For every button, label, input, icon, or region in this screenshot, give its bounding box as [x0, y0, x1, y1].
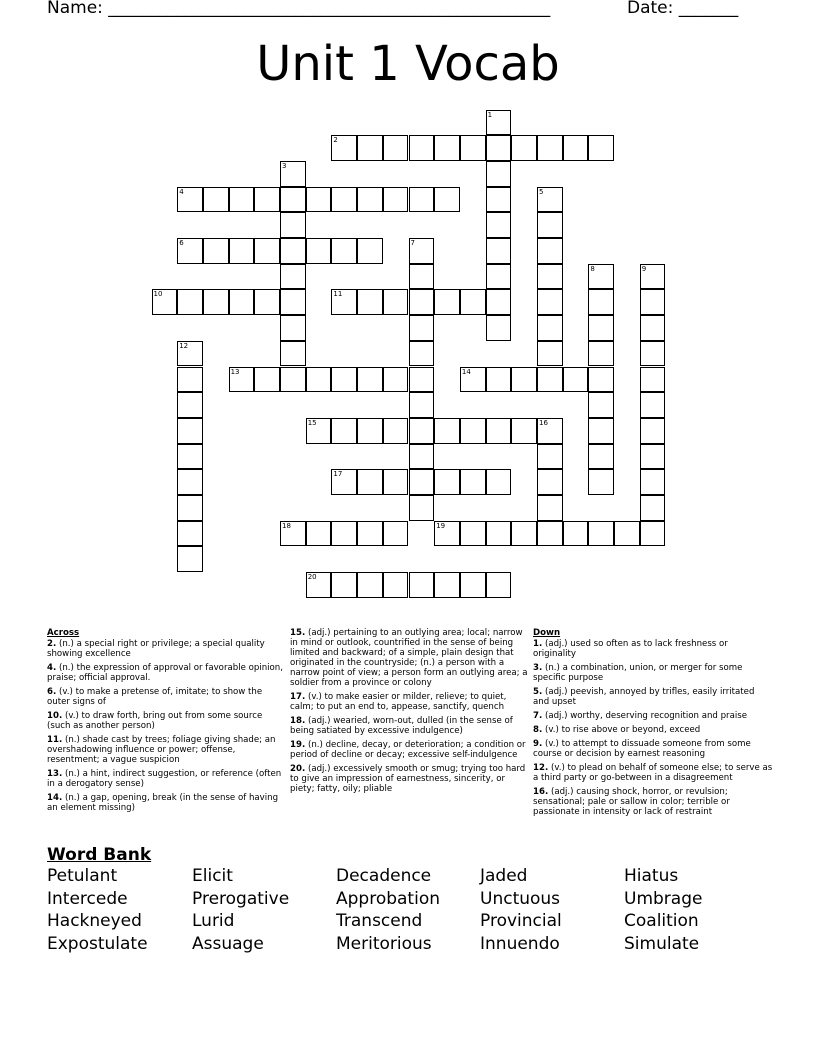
grid-cell[interactable] [434, 418, 460, 444]
grid-cell[interactable] [640, 367, 666, 393]
grid-cell[interactable] [383, 367, 409, 393]
across-clue [47, 769, 287, 789]
across-clue [47, 663, 287, 683]
grid-cell[interactable] [357, 521, 383, 547]
grid-cell[interactable] [588, 367, 614, 393]
clue-text: (n.) a gap, opening, break (in the sense of having an element missing) [47, 793, 279, 813]
clue-number: 13 [230, 367, 240, 376]
word-bank-item: Innuendo [480, 934, 560, 955]
grid-cell[interactable] [486, 521, 512, 547]
grid-cell[interactable] [152, 289, 178, 315]
clue-number: 1. [533, 639, 543, 649]
grid-cell[interactable] [460, 572, 486, 598]
grid-cell[interactable] [537, 469, 563, 495]
grid-cell[interactable] [640, 521, 666, 547]
clue-number: 5. [533, 687, 543, 697]
down-clues [533, 628, 773, 821]
grid-cell[interactable] [357, 238, 383, 264]
grid-cell[interactable] [640, 418, 666, 444]
grid-cell[interactable] [280, 367, 306, 393]
grid-cell[interactable] [331, 418, 357, 444]
grid-cell[interactable] [254, 289, 280, 315]
clue-number: 7 [410, 239, 415, 247]
grid-cell[interactable] [588, 521, 614, 547]
grid-cell[interactable] [229, 238, 255, 264]
grid-cell[interactable] [280, 264, 306, 290]
grid-cell[interactable] [177, 392, 203, 418]
grid-cell[interactable] [254, 367, 280, 393]
grid-cell[interactable] [280, 341, 306, 367]
grid-cell[interactable] [409, 572, 435, 598]
grid-cell[interactable] [280, 161, 306, 187]
grid-cell[interactable] [177, 238, 203, 264]
clue-number: 5 [539, 187, 544, 196]
grid-cell[interactable] [409, 469, 435, 495]
grid-cell[interactable] [486, 238, 512, 264]
grid-cell[interactable] [486, 572, 512, 598]
clue-number: 2. [47, 639, 57, 649]
grid-cell[interactable] [306, 187, 332, 213]
down-clue [533, 639, 773, 659]
grid-cell[interactable] [640, 444, 666, 470]
grid-cell[interactable] [280, 315, 306, 341]
grid-cell[interactable] [383, 289, 409, 315]
grid-cell[interactable] [306, 572, 332, 598]
clue-number: 8. [533, 725, 543, 735]
grid-cell[interactable] [229, 289, 255, 315]
clue-number: 2 [333, 136, 338, 145]
clue-number: 14 [461, 367, 471, 376]
grid-cell[interactable] [563, 521, 589, 547]
grid-cell[interactable] [280, 238, 306, 264]
across-clue [47, 687, 287, 707]
clue-number: 7. [533, 711, 543, 721]
down-clue [533, 687, 773, 707]
clue-number: 12. [533, 763, 549, 773]
clue-text: (n.) the expression of approval or favorable opinion, praise; official approval. [47, 663, 283, 683]
grid-cell[interactable] [537, 495, 563, 521]
grid-cell[interactable] [460, 521, 486, 547]
grid-cell[interactable] [203, 289, 229, 315]
page-title: Unit 1 Vocab [256, 36, 560, 92]
grid-cell[interactable] [177, 418, 203, 444]
grid-cell[interactable] [177, 187, 203, 213]
clue-number: 20. [290, 764, 306, 774]
clue-text: (adj.) wearied, worn-out, dulled (in the sense of being satiated by excessive indulgence) [290, 716, 513, 736]
grid-cell[interactable] [537, 315, 563, 341]
clue-number: 9 [641, 264, 647, 273]
clue-number: 20 [307, 573, 317, 582]
grid-cell[interactable] [486, 418, 512, 444]
grid-cell[interactable] [486, 212, 512, 238]
clue-number: 10. [47, 711, 63, 721]
grid-cell[interactable] [563, 135, 589, 161]
grid-cell[interactable] [203, 238, 229, 264]
clue-text: (v.) to attempt to dissuade someone from some course or decision by earnest reasoning [533, 739, 751, 759]
grid-cell[interactable] [537, 187, 563, 213]
clue-text: (adj.) used so often as to lack freshness or originality [533, 639, 728, 659]
grid-cell[interactable] [306, 418, 332, 444]
grid-cell[interactable] [486, 315, 512, 341]
clue-number: 6. [47, 687, 57, 697]
grid-cell[interactable] [383, 187, 409, 213]
grid-cell[interactable] [640, 469, 666, 495]
clue-text: (n.) shade cast by trees; foliage giving shade; an overshadowing influence or power; offense, resentment; a vague suspicion [47, 735, 276, 765]
word-bank-item: Jaded [480, 866, 528, 886]
word-bank-item: Elicit [192, 866, 233, 886]
grid-cell[interactable] [588, 135, 614, 161]
word-bank-item: Lurid [192, 911, 235, 932]
grid-cell[interactable] [331, 238, 357, 264]
down-clue [533, 725, 773, 735]
clue-number: 13. [47, 769, 63, 779]
grid-cell[interactable] [434, 289, 460, 315]
grid-cell[interactable] [409, 418, 435, 444]
grid-cell[interactable] [434, 521, 460, 547]
grid-cell[interactable] [357, 367, 383, 393]
grid-cell[interactable] [177, 469, 203, 495]
down-clue [533, 663, 773, 683]
grid-cell[interactable] [280, 212, 306, 238]
across-clues [47, 628, 287, 817]
grid-cell[interactable] [357, 187, 383, 213]
grid-cell[interactable] [511, 135, 537, 161]
clue-number: 3 [282, 161, 287, 170]
word-bank-item: Assuage [192, 934, 264, 955]
grid-cell[interactable] [229, 187, 255, 213]
grid-cell[interactable] [409, 315, 435, 341]
across-clue [290, 764, 530, 794]
clue-text: (n.) a combination, union, or merger for some specific purpose [533, 663, 743, 683]
clue-number: 18 [282, 521, 291, 530]
grid-cell[interactable] [409, 187, 435, 213]
word-bank-item: Unctuous [480, 888, 561, 909]
grid-cell[interactable] [537, 264, 563, 290]
grid-cell[interactable] [640, 341, 666, 367]
grid-cell[interactable] [434, 469, 460, 495]
grid-cell[interactable] [280, 289, 306, 315]
grid-cell[interactable] [537, 135, 563, 161]
grid-cell[interactable] [434, 187, 460, 213]
grid-cell[interactable] [331, 367, 357, 393]
grid-cell[interactable] [177, 521, 203, 547]
grid-cell[interactable] [383, 135, 409, 161]
clue-number: 15. [290, 628, 306, 638]
grid-cell[interactable] [640, 264, 666, 290]
clue-number: 4. [47, 663, 57, 673]
grid-cell[interactable] [460, 135, 486, 161]
across-clue [290, 628, 530, 688]
across-clue [290, 740, 530, 760]
grid-cell[interactable] [306, 238, 332, 264]
grid-cell[interactable] [486, 110, 512, 136]
clue-number: 15 [307, 418, 317, 427]
grid-cell[interactable] [434, 135, 460, 161]
word-bank-item: Hiatus [624, 866, 679, 886]
grid-cell[interactable] [409, 238, 435, 264]
word-bank-item: Simulate [624, 934, 700, 955]
grid-cell[interactable] [357, 469, 383, 495]
clue-number: 16. [533, 787, 549, 797]
word-bank-item: Petulant [47, 866, 118, 886]
clue-text: (v.) to plead on behalf of someone else; to serve as a third party or go-between in a disagreement [533, 763, 773, 783]
grid-cell[interactable] [486, 289, 512, 315]
grid-cell[interactable] [640, 289, 666, 315]
clue-number: 14. [47, 793, 63, 803]
word-bank-item: Prerogative [192, 888, 290, 909]
grid-cell[interactable] [306, 367, 332, 393]
across-clue [47, 735, 287, 765]
clue-text: (v.) to rise above or beyond, exceed [544, 725, 701, 735]
clue-number: 17 [333, 470, 343, 479]
down-heading: Down [533, 628, 561, 638]
grid-cell[interactable] [254, 187, 280, 213]
across-clue [47, 711, 287, 731]
grid-cell[interactable] [486, 135, 512, 161]
grid-cell[interactable] [383, 418, 409, 444]
clue-number: 19. [290, 740, 306, 750]
grid-cell[interactable] [588, 264, 614, 290]
grid-cell[interactable] [588, 392, 614, 418]
clue-number: 18. [290, 716, 306, 726]
clue-number: 1 [487, 110, 493, 119]
grid-cell[interactable] [614, 521, 640, 547]
grid-cell[interactable] [409, 264, 435, 290]
grid-cell[interactable] [486, 187, 512, 213]
grid-cell[interactable] [537, 289, 563, 315]
word-bank-item: Decadence [336, 866, 432, 886]
down-clue [533, 739, 773, 759]
clue-number: 4 [179, 187, 184, 196]
word-bank-item: Intercede [47, 888, 128, 909]
grid-cell[interactable] [511, 418, 537, 444]
across-heading: Across [47, 628, 80, 638]
word-bank-item: Umbrage [624, 888, 703, 909]
word-bank-item: Coalition [624, 911, 699, 932]
grid-cell[interactable] [486, 161, 512, 187]
grid-cell[interactable] [177, 367, 203, 393]
grid-cell[interactable] [280, 187, 306, 213]
clue-text: (adj.) pertaining to an outlying area; local; narrow in mind or outlook, countrified in the sense of being limited and backward; of a simple, plain design that originated in the countryside; (n.) a person with a narrow point of view; a person form an outlying area; a soldier from a province or colony [290, 628, 528, 688]
grid-cell[interactable] [331, 135, 357, 161]
grid-cell[interactable] [229, 367, 255, 393]
grid-cell[interactable] [203, 187, 229, 213]
grid-cell[interactable] [486, 367, 512, 393]
grid-cell[interactable] [177, 495, 203, 521]
down-clue [533, 763, 773, 783]
clue-text: (adj.) peevish, annoyed by trifles, easily irritated and upset [533, 687, 755, 707]
clue-number: 3. [533, 663, 543, 673]
grid-cell[interactable] [588, 341, 614, 367]
grid-cell[interactable] [563, 367, 589, 393]
grid-cell[interactable] [409, 392, 435, 418]
across-clues-continued [290, 628, 530, 798]
clue-number: 6 [179, 239, 184, 247]
grid-cell[interactable] [409, 289, 435, 315]
clue-number: 9. [533, 739, 543, 749]
word-bank-item: Hackneyed [47, 911, 142, 932]
grid-cell[interactable] [537, 238, 563, 264]
grid-cell[interactable] [588, 315, 614, 341]
grid-cell[interactable] [357, 289, 383, 315]
clue-number: 12 [179, 341, 189, 350]
grid-cell[interactable] [640, 495, 666, 521]
grid-cell[interactable] [640, 315, 666, 341]
grid-cell[interactable] [383, 572, 409, 598]
grid-cell[interactable] [434, 572, 460, 598]
grid-cell[interactable] [460, 367, 486, 393]
grid-cell[interactable] [588, 469, 614, 495]
grid-cell[interactable] [177, 341, 203, 367]
grid-cell[interactable] [588, 444, 614, 470]
grid-cell[interactable] [331, 187, 357, 213]
grid-cell[interactable] [357, 418, 383, 444]
grid-cell[interactable] [177, 289, 203, 315]
grid-cell[interactable] [331, 289, 357, 315]
grid-cell[interactable] [460, 289, 486, 315]
clue-text: (v.) to make easier or milder, relieve; to quiet, calm; to put an end to, appease, sanctify, quench [290, 692, 507, 712]
grid-cell[interactable] [640, 392, 666, 418]
grid-cell[interactable] [331, 572, 357, 598]
grid-cell[interactable] [511, 367, 537, 393]
across-clue [47, 793, 287, 813]
grid-cell[interactable] [357, 135, 383, 161]
clue-text: (adj.) causing shock, horror, or revulsion; sensational; pale or sallow in color; terrible or passionate in intensity or lack of restraint [533, 787, 730, 817]
grid-cell[interactable] [409, 367, 435, 393]
clue-text: (adj.) excessively smooth or smug; trying too hard to give an impression of earnestness, sincerity, or piety; fatty, oily; pliable [290, 764, 526, 794]
grid-cell[interactable] [460, 469, 486, 495]
clue-number: 11 [333, 290, 343, 299]
grid-cell[interactable] [588, 418, 614, 444]
grid-cell[interactable] [511, 521, 537, 547]
word-bank-item: Expostulate [47, 934, 148, 955]
grid-cell[interactable] [383, 521, 409, 547]
clue-number: 10 [153, 290, 163, 299]
grid-cell[interactable] [537, 521, 563, 547]
grid-cell[interactable] [331, 469, 357, 495]
clue-number: 11. [47, 735, 63, 745]
word-bank-item: Provincial [480, 911, 562, 932]
grid-cell[interactable] [306, 521, 332, 547]
word-bank-title: Word Bank [47, 845, 152, 865]
down-clue [533, 787, 773, 817]
across-clue [47, 639, 287, 659]
clue-text: (n.) a special right or privilege; a special quality showing excellence [47, 639, 265, 659]
date-field[interactable]: Date: _______ [627, 0, 739, 18]
grid-cell[interactable] [486, 264, 512, 290]
grid-cell[interactable] [177, 546, 203, 572]
grid-cell[interactable] [486, 469, 512, 495]
grid-cell[interactable] [280, 521, 306, 547]
grid-cell[interactable] [357, 572, 383, 598]
clue-number: 16 [539, 418, 548, 427]
word-bank-item: Transcend [336, 911, 423, 932]
grid-cell[interactable] [588, 289, 614, 315]
clue-text: (adj.) worthy, deserving recognition and praise [544, 711, 747, 721]
grid-cell[interactable] [460, 418, 486, 444]
clue-text: (n.) a hint, indirect suggestion, or reference (often in a derogatory sense) [47, 769, 282, 789]
word-bank-item: Approbation [336, 888, 441, 909]
clue-number: 17. [290, 692, 306, 702]
grid-cell[interactable] [177, 444, 203, 470]
clue-text: (n.) decline, decay, or deterioration; a condition or period of decline or decay; excessive self-indulgence [290, 740, 526, 760]
word-bank-item: Meritorious [336, 934, 432, 955]
clue-text: (v.) to draw forth, bring out from some source (such as another person) [47, 711, 263, 731]
grid-cell[interactable] [409, 495, 435, 521]
grid-cell[interactable] [537, 341, 563, 367]
grid-cell[interactable] [537, 367, 563, 393]
grid-cell[interactable] [537, 418, 563, 444]
clue-text: (v.) to make a pretense of, imitate; to show the outer signs of [47, 687, 263, 707]
grid-cell[interactable] [409, 135, 435, 161]
clue-number: 8 [590, 264, 595, 273]
grid-cell[interactable] [331, 521, 357, 547]
down-clue [533, 711, 773, 721]
across-clue [290, 716, 530, 736]
grid-cell[interactable] [537, 212, 563, 238]
across-clue [290, 692, 530, 712]
name-field[interactable]: Name: ____________________________________________________ [47, 0, 551, 18]
grid-cell[interactable] [537, 444, 563, 470]
grid-cell[interactable] [254, 238, 280, 264]
grid-cell[interactable] [409, 341, 435, 367]
grid-cell[interactable] [383, 469, 409, 495]
grid-cell[interactable] [409, 444, 435, 470]
clue-number: 19 [436, 521, 446, 530]
